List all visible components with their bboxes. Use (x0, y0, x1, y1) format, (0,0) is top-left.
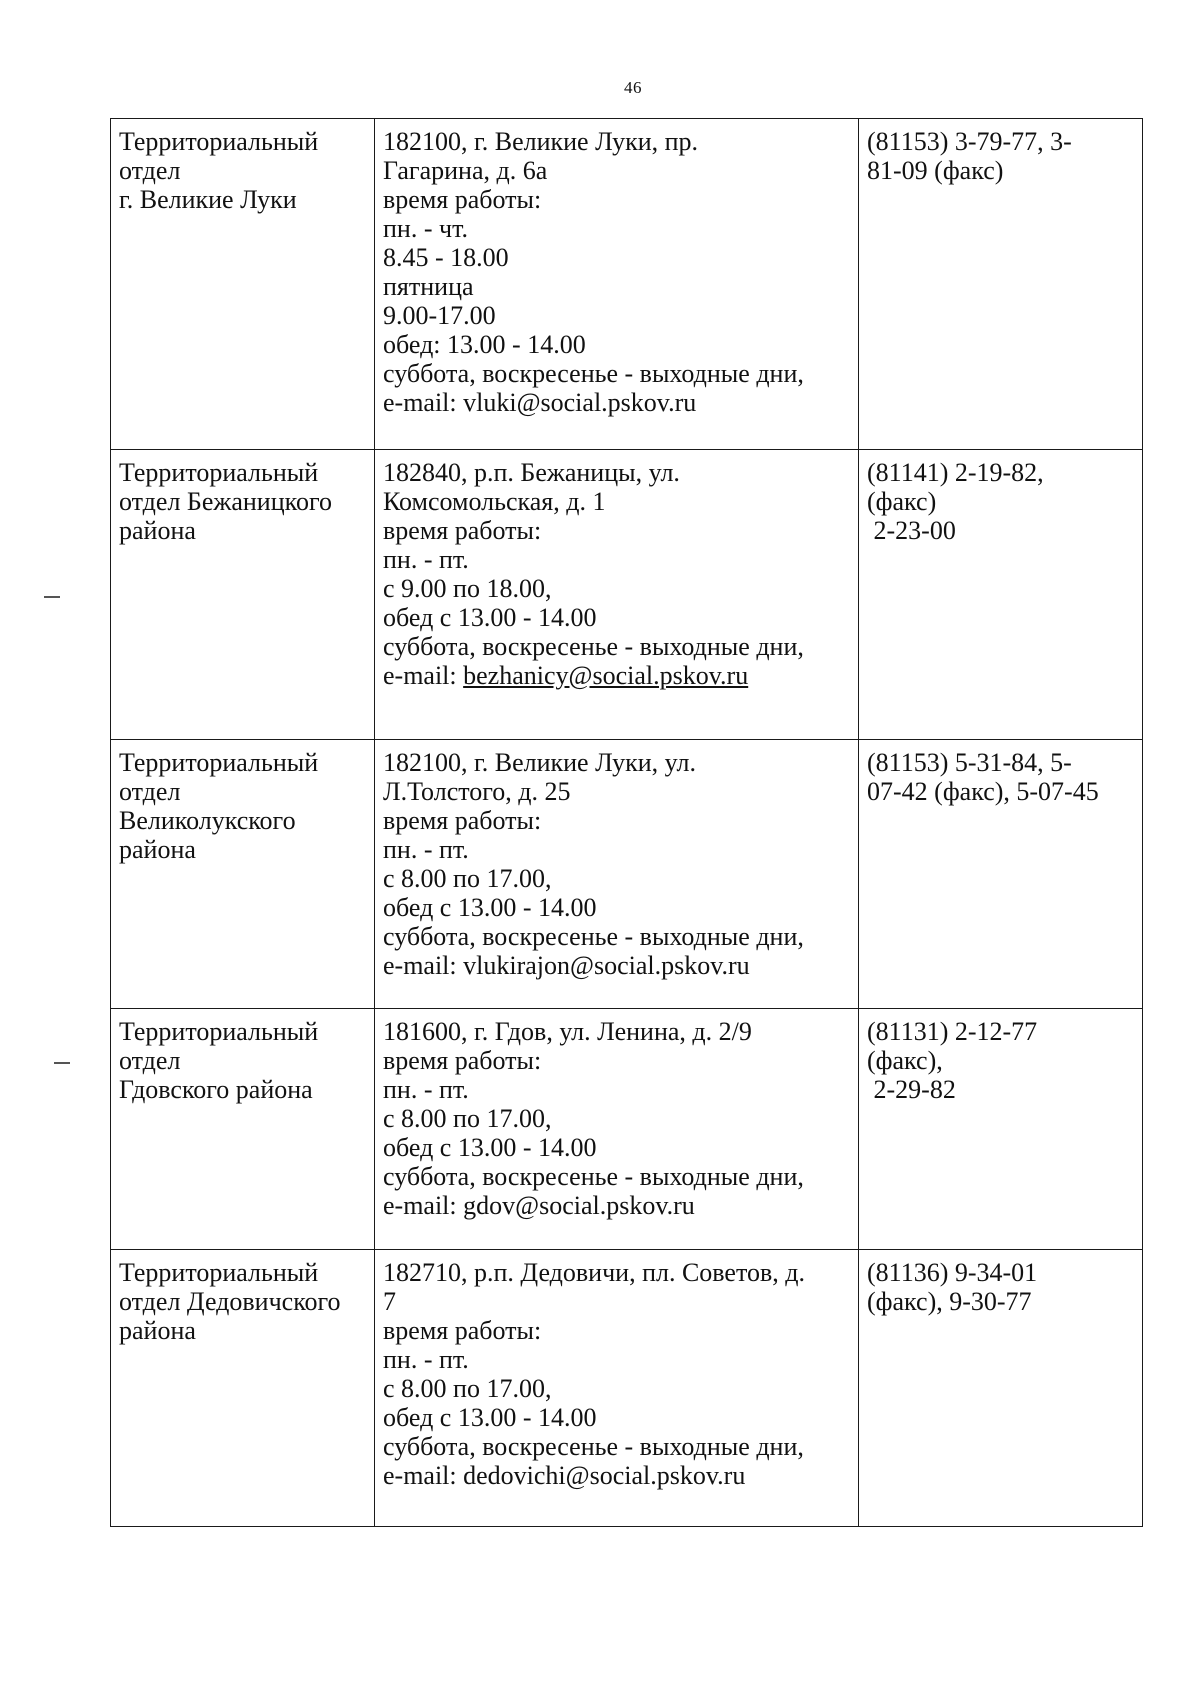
offices-table (110, 118, 1143, 1527)
department-line: Гдовского района (119, 1075, 313, 1104)
address-line: с 8.00 по 17.00, (383, 1374, 552, 1403)
email-line: e-mail: vlukirajon@social.pskov.ru (383, 951, 750, 980)
department-line: Великолукского (119, 806, 296, 835)
department-line: отдел Дедовичского (119, 1287, 341, 1316)
table-row (111, 740, 1143, 1009)
address-line: пятница (383, 272, 474, 301)
address-line: 182710, р.п. Дедовичи, пл. Советов, д. (383, 1258, 805, 1287)
address-line: суббота, воскресенье - выходные дни, (383, 632, 804, 661)
address-line: 182840, р.п. Бежаницы, ул. (383, 458, 680, 487)
phone-line: (факс), 9-30-77 (867, 1287, 1032, 1316)
email-prefix: e-mail: (383, 661, 464, 690)
phone-cell (859, 740, 1143, 1009)
phone-line: (81131) 2-12-77 (867, 1017, 1038, 1046)
table-row (111, 450, 1143, 740)
department-cell (111, 450, 375, 740)
address-line: 182100, г. Великие Луки, ул. (383, 748, 696, 777)
address-line: обед с 13.00 - 14.00 (383, 893, 597, 922)
address-line: суббота, воскресенье - выходные дни, (383, 922, 804, 951)
address-line: 9.00-17.00 (383, 301, 496, 330)
department-line: г. Великие Луки (119, 185, 297, 214)
phone-line: (факс), (867, 1046, 943, 1075)
phone-cell (859, 1250, 1143, 1527)
page-number: 46 (624, 78, 642, 97)
address-line: обед с 13.00 - 14.00 (383, 1403, 597, 1432)
address-cell (375, 119, 859, 450)
table-row (111, 1009, 1143, 1250)
table-row (111, 119, 1143, 450)
phone-line: 2-29-82 (867, 1075, 956, 1104)
department-line: Территориальный (119, 1017, 319, 1046)
address-line: пн. - пт. (383, 835, 469, 864)
phone-cell (859, 450, 1143, 740)
address-line: обед: 13.00 - 14.00 (383, 330, 586, 359)
department-cell (111, 1250, 375, 1527)
phone-line: (81141) 2-19-82, (867, 458, 1044, 487)
department-line: отдел (119, 156, 181, 185)
address-line: время работы: (383, 1316, 542, 1345)
department-line: Территориальный (119, 458, 319, 487)
department-line: района (119, 1316, 196, 1345)
address-line: пн. - пт. (383, 545, 469, 574)
phone-line: 07-42 (факс), 5-07-45 (867, 777, 1099, 806)
email-link[interactable]: bezhanicy@social.pskov.ru (463, 661, 749, 690)
department-line: района (119, 835, 196, 864)
address-line: время работы: (383, 806, 542, 835)
phone-cell (859, 119, 1143, 450)
address-line: 8.45 - 18.00 (383, 243, 509, 272)
address-cell (375, 740, 859, 1009)
address-line: пн. - пт. (383, 1345, 469, 1374)
address-line: пн. - чт. (383, 214, 468, 243)
address-line: 182100, г. Великие Луки, пр. (383, 127, 699, 156)
phone-line: (81153) 5-31-84, 5- (867, 748, 1072, 777)
email-line: e-mail: vluki@social.pskov.ru (383, 388, 697, 417)
department-cell (111, 119, 375, 450)
email-line: e-mail: dedovichi@social.pskov.ru (383, 1461, 746, 1490)
address-cell (375, 450, 859, 740)
table-row (111, 1250, 1143, 1527)
department-line: Территориальный (119, 127, 319, 156)
address-line: обед с 13.00 - 14.00 (383, 603, 597, 632)
margin-mark (44, 596, 60, 598)
address-line: 7 (383, 1287, 396, 1316)
address-line: с 9.00 по 18.00, (383, 574, 552, 603)
address-line: обед с 13.00 - 14.00 (383, 1133, 597, 1162)
phone-line: 2-23-00 (867, 516, 956, 545)
department-line: отдел (119, 1046, 181, 1075)
margin-mark (54, 1062, 70, 1064)
address-line: с 8.00 по 17.00, (383, 1104, 552, 1133)
address-line: Комсомольская, д. 1 (383, 487, 606, 516)
address-line: с 8.00 по 17.00, (383, 864, 552, 893)
phone-cell (859, 1009, 1143, 1250)
address-line: время работы: (383, 185, 542, 214)
phone-line: (81136) 9-34-01 (867, 1258, 1038, 1287)
phone-line: 81-09 (факс) (867, 156, 1004, 185)
email-line: e-mail: gdov@social.pskov.ru (383, 1191, 695, 1220)
department-line: отдел Бежаницкого (119, 487, 332, 516)
department-cell (111, 740, 375, 1009)
department-line: района (119, 516, 196, 545)
address-line: 181600, г. Гдов, ул. Ленина, д. 2/9 (383, 1017, 752, 1046)
address-line: время работы: (383, 516, 542, 545)
address-line: суббота, воскресенье - выходные дни, (383, 1162, 804, 1191)
department-line: Территориальный (119, 1258, 319, 1287)
email-line (383, 661, 852, 690)
phone-line: (факс) (867, 487, 937, 516)
address-line: Л.Толстого, д. 25 (383, 777, 571, 806)
address-line: время работы: (383, 1046, 542, 1075)
address-cell (375, 1009, 859, 1250)
address-cell (375, 1250, 859, 1527)
address-line: суббота, воскресенье - выходные дни, (383, 1432, 804, 1461)
phone-line: (81153) 3-79-77, 3- (867, 127, 1072, 156)
address-line: суббота, воскресенье - выходные дни, (383, 359, 804, 388)
department-line: Территориальный (119, 748, 319, 777)
address-line: Гагарина, д. 6а (383, 156, 548, 185)
department-cell (111, 1009, 375, 1250)
address-line: пн. - пт. (383, 1075, 469, 1104)
department-line: отдел (119, 777, 181, 806)
